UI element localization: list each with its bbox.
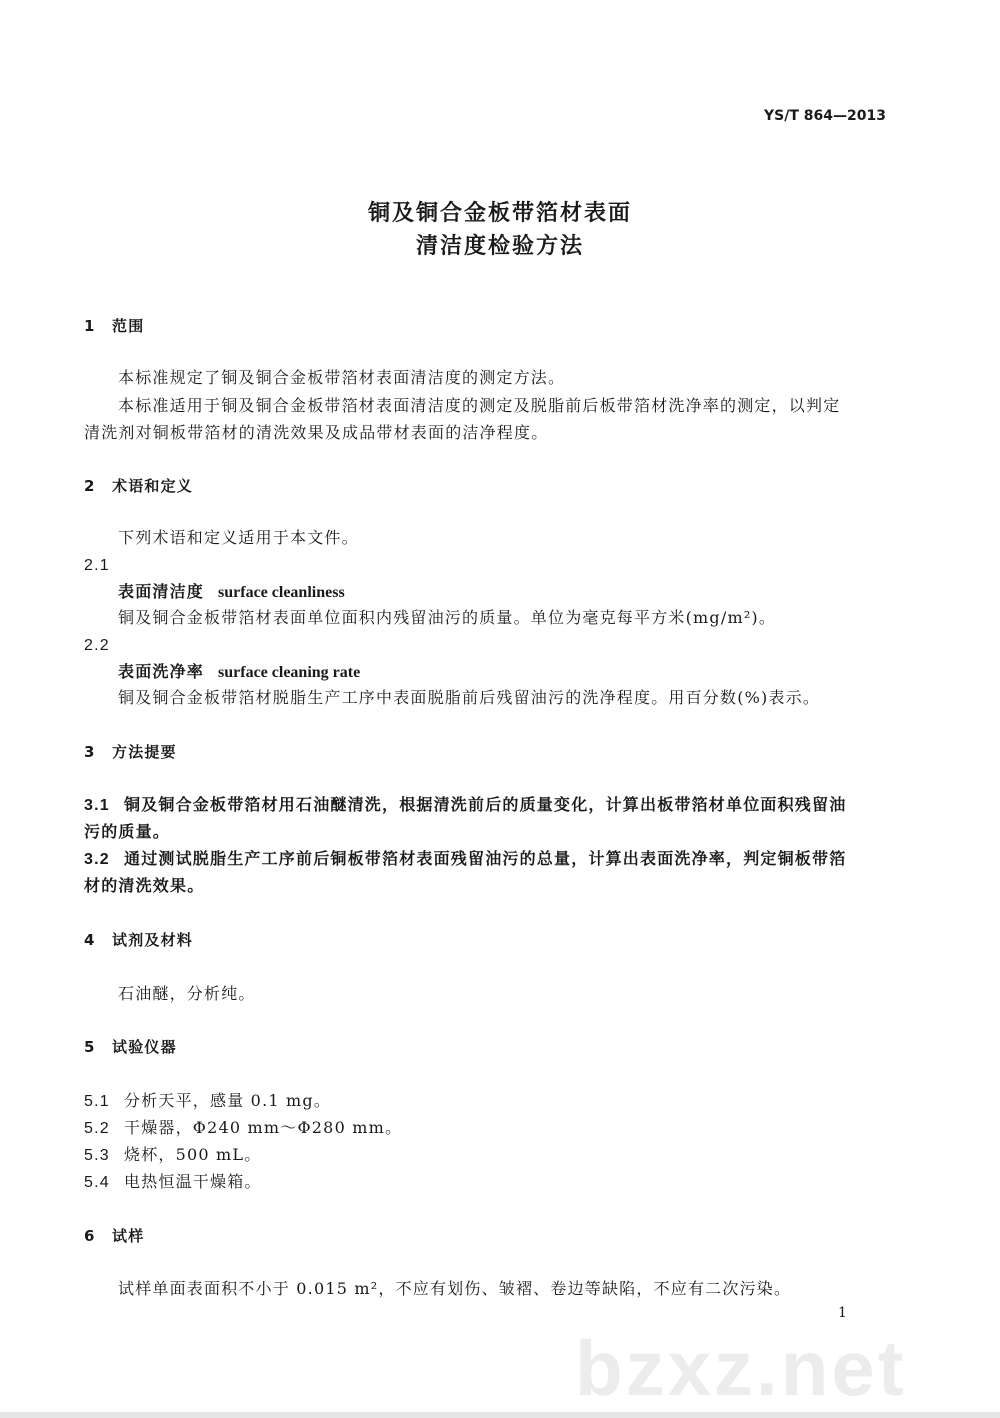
item-text: 电热恒温干燥箱。 bbox=[124, 1172, 262, 1191]
page-edge bbox=[0, 1412, 1000, 1418]
section-title: 试验仪器 bbox=[112, 1038, 177, 1056]
section-5-heading bbox=[84, 1037, 177, 1057]
paragraph: 下列术语和定义适用于本文件。 bbox=[118, 528, 359, 547]
paragraph-cont: 清洗剂对铜板带箔材的清洗效果及成品带材表面的洁净程度。 bbox=[84, 423, 549, 442]
page-number: 1 bbox=[838, 1305, 849, 1321]
instrument-item bbox=[84, 1145, 261, 1166]
doc-title-line1: 铜及铜合金板带箔材表面 bbox=[367, 201, 632, 226]
standard-number: YS/T 864—2013 bbox=[764, 108, 886, 124]
instrument-item bbox=[84, 1118, 402, 1139]
term-heading bbox=[118, 582, 345, 603]
clause bbox=[84, 795, 846, 816]
item-text: 干燥器，Φ240 mm～Φ280 mm。 bbox=[124, 1118, 403, 1137]
clause-text: 铜及铜合金板带箔材用石油醚清洗，根据清洗前后的质量变化，计算出板带箔材单位面积残留油 bbox=[124, 795, 847, 814]
section-number: 2 bbox=[84, 477, 96, 495]
item-text: 烧杯，500 mL。 bbox=[124, 1145, 262, 1164]
term-definition: 铜及铜合金板带箔材表面单位面积内残留油污的质量。单位为毫克每平方米(mg/m²)。 bbox=[118, 608, 777, 627]
section-number: 5 bbox=[84, 1038, 96, 1056]
clause-cont: 材的清洗效果。 bbox=[84, 876, 205, 895]
term-en: surface cleanliness bbox=[218, 584, 345, 601]
paragraph: 石油醚，分析纯。 bbox=[118, 984, 256, 1003]
section-title: 方法提要 bbox=[112, 743, 177, 761]
item-number: 5.3 bbox=[84, 1147, 110, 1164]
doc-title-line2: 清洁度检验方法 bbox=[415, 234, 584, 259]
section-4-heading bbox=[84, 930, 193, 950]
section-number: 1 bbox=[84, 317, 96, 335]
section-1-heading bbox=[84, 316, 144, 336]
section-number: 6 bbox=[84, 1227, 96, 1245]
term-number: 2.1 bbox=[84, 557, 110, 574]
section-number: 4 bbox=[84, 931, 96, 949]
section-number: 3 bbox=[84, 743, 96, 761]
item-number: 5.2 bbox=[84, 1120, 110, 1137]
watermark: bzxz.net bbox=[575, 1324, 907, 1412]
section-title: 试剂及材料 bbox=[112, 931, 194, 949]
paragraph: 本标准规定了铜及铜合金板带箔材表面清洁度的测定方法。 bbox=[118, 368, 566, 387]
term-heading bbox=[118, 662, 360, 683]
clause-text: 通过测试脱脂生产工序前后铜板带箔材表面残留油污的总量，计算出表面洗净率，判定铜板带箔 bbox=[124, 849, 847, 868]
item-text: 分析天平，感量 0.1 mg。 bbox=[124, 1091, 332, 1110]
section-2-heading bbox=[84, 476, 193, 496]
item-number: 5.4 bbox=[84, 1174, 110, 1191]
clause-cont: 污的质量。 bbox=[84, 822, 171, 841]
term-en: surface cleaning rate bbox=[218, 664, 361, 681]
clause bbox=[84, 849, 846, 870]
paragraph: 本标准适用于铜及铜合金板带箔材表面清洁度的测定及脱脂前后板带箔材洗净率的测定，以判定 bbox=[118, 396, 841, 415]
term-definition: 铜及铜合金板带箔材脱脂生产工序中表面脱脂前后残留油污的洗净程度。用百分数(%)表示。 bbox=[118, 688, 821, 707]
term-cn: 表面清洁度 bbox=[118, 582, 205, 601]
section-title: 试样 bbox=[112, 1227, 145, 1245]
clause-number: 3.2 bbox=[84, 851, 110, 868]
term-cn: 表面洗净率 bbox=[118, 662, 205, 681]
section-3-heading bbox=[84, 742, 177, 762]
clause-number: 3.1 bbox=[84, 797, 110, 814]
item-number: 5.1 bbox=[84, 1093, 110, 1110]
paragraph: 试样单面表面积不小于 0.015 m²，不应有划伤、皱褶、卷边等缺陷，不应有二次污染。 bbox=[118, 1279, 792, 1298]
section-title: 范围 bbox=[112, 317, 145, 335]
term-number: 2.2 bbox=[84, 637, 110, 654]
section-6-heading bbox=[84, 1226, 144, 1246]
section-title: 术语和定义 bbox=[112, 477, 194, 495]
instrument-item bbox=[84, 1091, 331, 1112]
instrument-item bbox=[84, 1172, 262, 1193]
